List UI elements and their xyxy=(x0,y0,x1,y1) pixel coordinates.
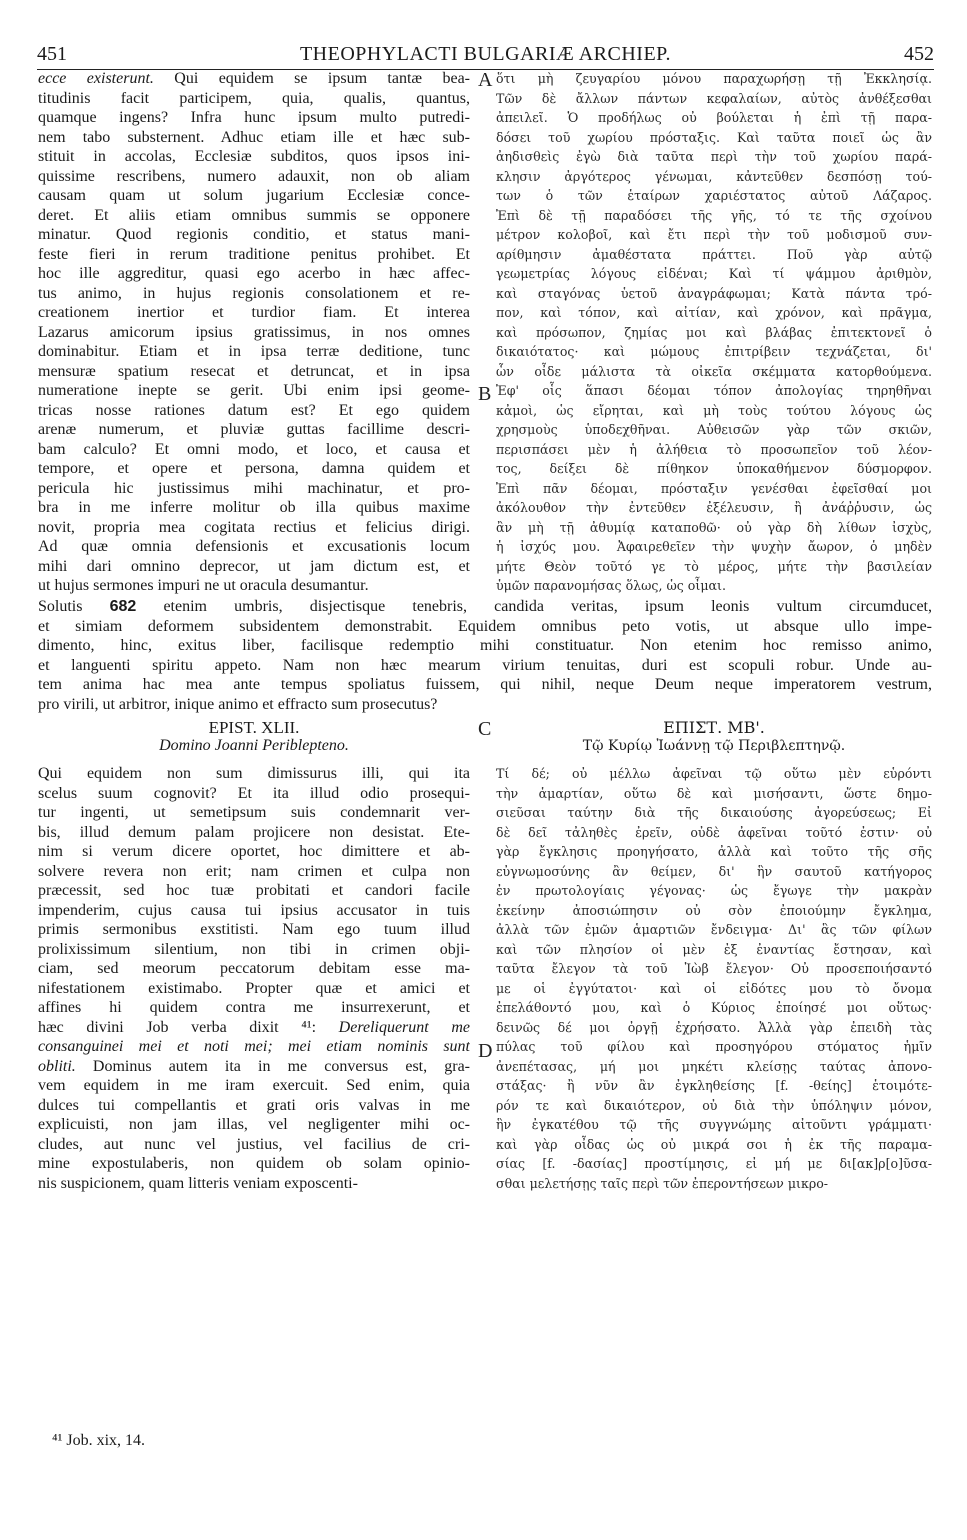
text-line: dimento, hinc, exitus liber, facilisque redemptio mihi constituatur. Non etenim hoc remisso animo, xyxy=(38,637,932,654)
text-line: καὶ γὰρ οἶδας ὡς οὐ μικρά σοι ἡ ἐκ τῆς παραμα- xyxy=(496,1136,932,1152)
text-line: σιεῦσαι ταύτην διὰ τῆς δικαιούσης ἀγορεύσεως; Εἰ xyxy=(496,805,932,820)
text-line: prolixissimum silentium, non tibi in crimen obji- xyxy=(38,940,470,958)
section-marker-b: B xyxy=(478,383,492,405)
text-line: ἀνεπέτασας, μή μοι μηκέτι κλείσῃς ταύτας ἀπονο- xyxy=(496,1058,932,1074)
section-marker-a: A xyxy=(478,69,493,91)
text-line: σθαι μελετήσῃς ταῖς περὶ τῶν ἐπεροντήσεων μικρο- xyxy=(496,1175,829,1191)
greek-column-bottom xyxy=(496,764,932,1193)
text-line: nis suspicionem, quam litteris veniam exposcenti- xyxy=(38,1174,358,1192)
text-line: Ad quæ omnia defensionis et excusationis locum xyxy=(38,538,470,555)
text-line: με οἱ ἐγγύτατοι· καὶ οἱ εἰδότες μου τὸ ὄνομα xyxy=(496,980,932,996)
text-line: deret. Et aliis etiam omnibus summis se opponere xyxy=(38,206,470,224)
text-line: numeratione inepte se gerit. Ubi enim ipsi geome- xyxy=(38,382,470,399)
text-line: ρόν τε καὶ δικαιότερον, οὐ διὰ τὴν ὑπόληψιν μόνον, xyxy=(496,1097,932,1113)
text-line: hoc ille aggreditur, quasi ego acerbo in hæc affec- xyxy=(38,265,470,282)
full-width-paragraph xyxy=(38,597,932,714)
text-line: αρίθμησιν ἀμαθέστατα πράττει. Ποῦ γὰρ αὐτῷ xyxy=(496,246,932,262)
text-line: μέτρον κολοβοῖ, καὶ ἔτι περὶ τὴν τοῦ μοδισμοῦ συν- xyxy=(496,227,932,242)
text-line: ἡ ἰσχύς μου. Ἀφαιρεθεῖεν τὴν ψυχὴν ἄωρον, ὁ μηδὲν xyxy=(496,539,932,554)
text-line: causam quam ut solum jugarium Ecclesiæ conce- xyxy=(38,187,470,204)
text-line: Ἐφ' οἷς ἅπασι δέομαι τόπον ἀπολογίας τηρηθῆναι xyxy=(496,383,932,398)
text-line: τὴν ἁμαρτίαν, οὕτω δὲ καὶ μισήσαντι, ὥστε δημο- xyxy=(496,785,932,801)
text-line: et languenti spiritu appeto. Nam non hæc mearum virium tenuitas, duri est scopuli robur. Unde au- xyxy=(38,656,932,674)
footnote: ⁴¹ Job. xix, 14. xyxy=(52,1432,146,1449)
text-line: præcessit, sed hoc tuæ probitati et candori facile xyxy=(38,882,470,899)
text-line: hæc divini Job verba dixit ⁴¹: Dereliquerunt me xyxy=(38,1018,470,1036)
text-line: καὶ πρόσωπον, ζημίας μοι καὶ βλάβας ἐπιτεκτονεῖ ὁ xyxy=(496,324,932,340)
text-line: bra in me inferre molitur ob illa quibus maxime xyxy=(38,499,470,516)
text-line: Τῶν δὲ ἄλλων πάντων κεφαλαίων, αὐτὸς ἀνθέξεσθαι xyxy=(496,90,932,106)
running-header xyxy=(37,40,934,68)
text-line: bis, illud demum palam projicere non desistat. Ete- xyxy=(38,823,470,841)
text-line: ἣν ἐγκατέθου τῷ τῆς συγγνώμης αἰτοῦντι γράμματι· xyxy=(496,1117,932,1132)
text-line: scelus suum cognovit? Et ita illud odio prosequi- xyxy=(38,784,470,802)
epistle-greek-title: ΕΠΙΣΤ. ΜΒ'. xyxy=(663,718,765,737)
text-line: minatur. Quod regionis conditio, et status mani- xyxy=(38,226,470,243)
text-line: δεινῶς δέ μοι ὀργῇ ἐχρήσατο. Ἀλλὰ γὰρ ἐπειδὴ τὰς xyxy=(496,1019,932,1035)
text-line: γὰρ ἔγκλησις προηγήσατο, ἀλλὰ καὶ τοῦτο τῆς σῆς xyxy=(496,844,932,859)
text-line: τος, δείξει δὲ πίθηκον ὑποκαθήμενον δύσμορφον. xyxy=(496,461,932,476)
epistle-greek-subtitle: Τῷ Κυρίῳ Ἰωάννῃ τῷ Περιβλεπτηνῷ. xyxy=(582,738,846,754)
page-number-right: 452 xyxy=(904,43,934,65)
text-line: ἀλλὰ τῶν ἐμῶν ἁμαρτιῶν ἔνδειγμα· Δι' ἃς τῶν φίλων xyxy=(496,922,932,937)
text-line: tempore, et opere et persona, damna quidem et xyxy=(38,460,470,477)
latin-column-bottom xyxy=(38,764,470,1193)
text-line: περισπάσει μὲν ἡ ἀλήθεια τὸ προσωπεῖον τοῦ λέον- xyxy=(496,441,932,457)
text-line: quissime rescribens, numero adauxit, non ob aliam xyxy=(38,167,470,185)
text-line: solvere revera non erit; nam crimen et culpa non xyxy=(38,862,470,880)
text-line: vem equidem in me iram exercuit. Sed enim, quia xyxy=(38,1077,470,1094)
text-line: ἀκόλουθον τὴν ἐντεῦθεν ἐξέλευσιν, ἢ ἀνάῤῥυσιν, ὡς xyxy=(496,500,932,515)
text-line: Solutis 682 etenim umbris, disjectisque tenebris, candida veritas, ipsum leonis vultum circumducet, xyxy=(38,598,932,615)
text-line: ἀπειλεῖ. Ὁ προδήλως οὐ βούλεται ἡ ἐπὶ τῇ παρα- xyxy=(496,110,932,125)
text-line: ἀηδισθεὶς ἐγὼ διὰ ταῦτα περὶ τὴν τοῦ χωρίου παρά- xyxy=(496,149,932,164)
text-line: γεωμετρίας λόγους εἰδέναι; Καὶ τί ψάμμου ἀριθμὸν, xyxy=(496,266,932,281)
text-line: tricas nosse rationes datum est? Et ego quidem xyxy=(38,401,470,419)
text-line: explicuisti, non jam illas, vel negligenter mihi oc- xyxy=(38,1116,470,1133)
text-line: consanguinei mei et noti mei; mei etiam nominis sunt xyxy=(38,1038,470,1055)
text-line: πύλας τοῦ φίλου καὶ προσηγόρου στόματος ἡμῖν xyxy=(496,1039,932,1054)
text-line: bam calculo? Et omni modo, et loco, et causa et xyxy=(38,440,470,458)
epistle-latin-title: EPIST. XLII. xyxy=(208,718,300,737)
text-line: ἐν πρωτολογίαις γέγονας· ὡς ἔγωγε τὴν μακρὰν xyxy=(496,883,932,898)
text-line: creationem inertior et turdior fiam. Et interea xyxy=(38,304,470,321)
text-line: ecce existerunt. Qui equidem se ipsum tantæ bea- xyxy=(38,70,470,87)
text-line: καὶ τῶν πλησίον οἱ μὲν ἐξ ἐναντίας ἔστησαν, καὶ xyxy=(496,941,932,957)
text-line: cludes, aut nunc vel justius, vel facilius de cri- xyxy=(38,1135,470,1153)
text-line: nem tabo substernent. Adhuc etiam ille et hæc sub- xyxy=(38,128,470,146)
text-line: Ἐπὶ δὲ τῇ παραδόσει τῆς γῆς, τό τε τῆς σχοίνου xyxy=(496,207,932,223)
text-line: impenderim, cujus causa tui ipsius accusator in tuis xyxy=(38,901,470,919)
page-number-left: 451 xyxy=(37,43,67,65)
text-line: χρησμοὺς ὑποδεχθῆναι. Αὐθεισῶν γὰρ τῶν σκιῶν, xyxy=(496,422,932,437)
text-line: nim si verum dicere oportet, hoc dimittere et ab- xyxy=(38,843,470,860)
text-line: ciam, sed meorum peccatorum debitam esse ma- xyxy=(38,960,470,977)
text-line: quamque ingens? Infra hunc ipsum multo putredi- xyxy=(38,109,470,126)
text-line: ἂν μὴ τῇ ἀθυμίᾳ καταποθῶ· οὐ γὰρ δὴ λίθων ἰσχὺς, xyxy=(496,519,932,535)
text-line: Ἐπὶ πᾶν δέομαι, πρόσταξιν γενέσθαι ἐφεῖσθαί μοι xyxy=(496,480,932,496)
running-title: THEOPHYLACTI BULGARIÆ ARCHIEP. xyxy=(299,43,672,65)
text-line: mensuræ spatium resecat et detruncat, et in ipsa xyxy=(38,362,470,380)
text-line: ἐκείνην ἀποσιώπησιν οὐ σὸν ἐποιούμην ἔγκλημα, xyxy=(496,902,932,918)
text-line: et simiam deformem subsidentem demonstrabit. Equidem omnibus peto votis, ut absque ullo impe- xyxy=(38,617,932,635)
text-line: ὧν οἶδε μάλιστα τὰ οἰκεῖα σκέμματα κατορθούμενα. xyxy=(496,363,932,379)
text-line: tem anima hac mea ante tempus spoliatus fuissem, qui nihil, neque Deum neque imperatorem vestrum, xyxy=(38,676,932,693)
greek-column-top xyxy=(496,69,932,596)
section-marker-d: D xyxy=(478,1040,493,1062)
text-line: primis sermonibus exstitisti. Nam ego tuum illud xyxy=(38,921,470,938)
text-line: nifestationem existimabo. Propter quæ et amici et xyxy=(38,979,470,997)
text-line: tur ingenti, ut semetipsum suis condemnarit ver- xyxy=(38,804,470,821)
text-line: σίας [f. -δασίας] προστίμησις, εἰ μή με δι[ακ]ρ[ο]ῦσα- xyxy=(496,1156,932,1171)
text-line: dulces tui compellantis et grati oris valvas in me xyxy=(38,1096,470,1114)
text-line: στάξας· ἢ νῦν ἂν ἐγκληθείσης [f. -θείης] ἑτοιμότε- xyxy=(496,1078,932,1093)
text-line: affines hi quidem contra me insurrexerunt, et xyxy=(38,999,470,1016)
text-line: ὑμῶν παρανομήσας ὅλως, ὡς οἶμαι. xyxy=(496,578,726,593)
text-line: tus animo, in hujus regionis consolationem et re- xyxy=(38,284,470,302)
text-line: κλησιν ἀργότερος γένωμαι, κἀντεῦθεν δεσπόσῃ τού- xyxy=(496,168,932,184)
text-line: δικαιότατος· καὶ μώμους ἐπιτρίβειν τεχνάζεται, δι' xyxy=(496,344,932,359)
text-line: feste fieri in rerum traditione penitus prohibet. Et xyxy=(38,245,470,263)
text-line: stituit in accolas, Ecclesiæ subditos, quos ipsos ini- xyxy=(38,148,470,165)
text-line: μήτε Θεὸν τοῦτό γε τὸ μέρος, μήτε τὴν βασιλείαν xyxy=(496,558,932,574)
text-line: ut hujus sermones impuri ne ut oracula desumantur. xyxy=(38,577,369,594)
text-line: ὅτι μὴ ζευγαρίου μόνου παραχωρήσῃ τῇ Ἐκκλησίᾳ. xyxy=(496,71,932,86)
text-line: κἀμοὶ, ὡς εἴρηται, καὶ μὴ τοὺς τούτου λόγους ὡς xyxy=(496,402,932,418)
text-line: Τί δέ; οὐ μέλλω ἀφεῖναι τῷ οὕτω μὲν εὑρόντι xyxy=(496,766,932,781)
text-line: mine expostulaberis, non quidem ob solam opinio- xyxy=(38,1155,470,1172)
text-line: πον, καὶ τόπον, καὶ αἰτίαν, καὶ χρόνον, καὶ πρᾶγμα, xyxy=(496,305,932,320)
latin-column-top xyxy=(38,69,470,596)
text-line: titudinis facit participem, quia, qualis, quantus, xyxy=(38,89,470,107)
text-line: Qui equidem non sum dimissurus illi, qui ita xyxy=(38,765,470,782)
epistle-latin-subtitle: Domino Joanni Periblepteno. xyxy=(159,737,349,754)
text-line: mihi dari omnino deprecor, ut jam dictum est, et xyxy=(38,557,470,575)
text-line: pro virili, ut arbitror, inique animo et effracto sum prosecutus? xyxy=(38,695,438,713)
text-line: δὲ δεῖ τἀληθὲς ἐρεῖν, οὐδὲ ἀφεῖναι τοῦτό ἐστιν· οὐ xyxy=(496,824,932,840)
text-line: arenæ numerum, et pluviæ guttas facillime descri- xyxy=(38,421,470,438)
text-line: ἐπελάθοντό μου, καὶ ὁ Κύριος ἐποίησέ μοι οὕτως· xyxy=(496,1000,932,1015)
text-line: pericula hic justissimus mihi machinatur, et pro- xyxy=(38,479,470,497)
text-line: εὐγνωμοσύνης ἂν θείμεν, δι' ἣν σαυτοῦ κατήγορος xyxy=(496,863,932,879)
text-line: δόσει τοῦ χωρίου πρόσταξις. Καὶ ταῦτα ποιεῖ ὡς ἂν xyxy=(496,129,932,145)
text-line: Lazarus amicorum ipsius gratissimus, in nos omnes xyxy=(38,323,470,341)
text-line: dominabitur. Etiam et in ipsa terræ deditione, tunc xyxy=(38,343,470,360)
text-line: novit, propria mea cogitata rectius et felicius dirigi. xyxy=(38,518,470,536)
section-marker-c: C xyxy=(478,718,492,740)
text-line: καὶ σταγόνας ὑετοῦ ἀναγράφωμαι; Κατὰ πάντα τρό- xyxy=(496,285,932,301)
text-line: ταῦτα ἔλεγον τὰ τοῦ Ἰὼβ ἔλεγον· Οὐ προσεποιήσαντό xyxy=(496,961,932,976)
text-line: των ὁ τῶν ἑταίρων χαριέστατος αὐτοῦ Λάζαρος. xyxy=(496,188,932,203)
text-line: obliti. Dominus autem ita in me conversus est, gra- xyxy=(38,1057,470,1075)
